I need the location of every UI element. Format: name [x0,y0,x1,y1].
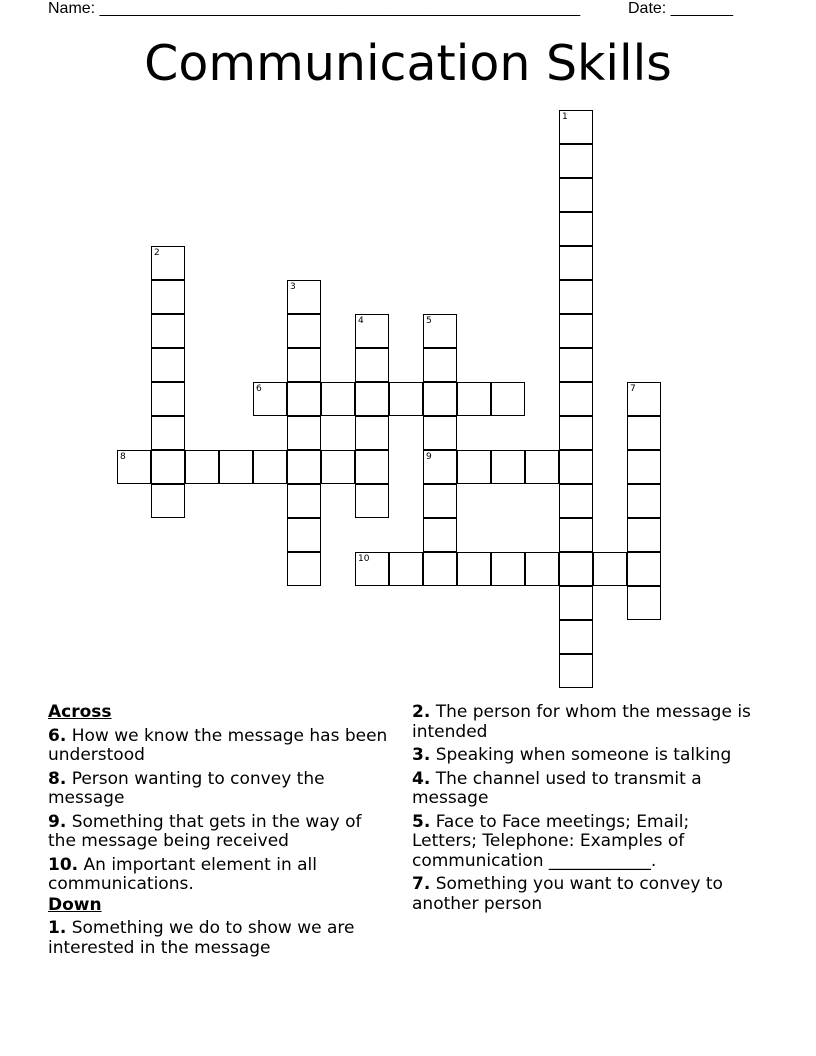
grid-cell [559,484,593,518]
grid-cell [253,450,287,484]
cell-number: 8 [120,452,126,462]
clue-down-3 [412,746,757,766]
clue-down-2 [412,703,757,742]
grid-cell [321,450,355,484]
grid-cell [627,382,661,416]
clue-number: 2. [412,702,431,722]
grid-cell [559,280,593,314]
grid-cell [559,620,593,654]
grid-cell [151,314,185,348]
grid-cell [287,348,321,382]
cell-number: 2 [154,248,160,258]
grid-cell [321,382,355,416]
grid-cell [525,450,559,484]
grid-cell [559,416,593,450]
grid-cell [219,450,253,484]
grid-cell [423,484,457,518]
grid-cell [423,518,457,552]
grid-cell [593,552,627,586]
grid-cell [287,280,321,314]
grid-cell [559,246,593,280]
grid-cell [287,518,321,552]
grid-cell [559,586,593,620]
grid-cell [559,144,593,178]
clue-down-5 [412,813,757,872]
clue-down-1 [48,919,393,958]
clue-text: Something that gets in the way of the message being received [48,811,362,851]
cell-number: 10 [358,554,370,564]
clue-text: How we know the message has been understood [48,725,388,765]
cell-number: 3 [290,282,296,292]
grid-cell [287,450,321,484]
clue-number: 8. [48,768,67,789]
date-field-label: Date: _______ [628,0,733,17]
grid-cell [491,382,525,416]
clue-number: 7. [412,874,431,894]
grid-cell [559,110,593,144]
page-title: Communication Skills [144,35,672,92]
grid-cell [491,450,525,484]
grid-cell [559,212,593,246]
clue-number: 10. [48,854,79,875]
grid-cell [457,552,491,586]
across-heading: Across [48,702,112,722]
clue-text: Person wanting to convey the message [48,768,325,808]
grid-cell [185,450,219,484]
grid-cell [559,348,593,382]
clue-across-6 [48,727,393,766]
grid-cell [559,178,593,212]
grid-cell [151,484,185,518]
grid-cell [151,382,185,416]
clue-text: Something you want to convey to another person [412,874,723,914]
clue-text: The channel used to transmit a message [412,768,702,808]
clue-down-4 [412,770,757,809]
grid-cell [423,382,457,416]
grid-cell [355,450,389,484]
grid-cell [151,450,185,484]
clue-number: 4. [412,768,431,789]
clue-down-7 [412,875,757,914]
clue-text: Something we do to show we are interested in the message [48,918,355,958]
grid-cell [355,416,389,450]
grid-cell [287,314,321,348]
clues-column-right [412,703,757,914]
clue-text: The person for whom the message is intended [412,702,751,742]
down-heading: Down [48,894,102,915]
cell-number: 4 [358,316,364,326]
grid-cell [287,484,321,518]
grid-cell [627,586,661,620]
clue-number: 6. [48,725,67,746]
grid-cell [423,416,457,450]
clue-number: 5. [412,811,431,832]
clue-number: 3. [412,745,431,765]
grid-cell [355,314,389,348]
grid-cell [151,348,185,382]
grid-cell [559,314,593,348]
grid-cell [287,416,321,450]
grid-cell [423,552,457,586]
grid-cell [423,450,457,484]
grid-cell [423,348,457,382]
grid-cell [151,416,185,450]
clue-across-9 [48,813,393,852]
clues-column-left [48,703,393,958]
cell-number: 6 [256,384,262,394]
clue-text: Face to Face meetings; Email; Letters; Telephone: Examples of communication ____________. [412,811,690,871]
grid-cell [457,382,491,416]
clue-text: An important element in all communications. [48,854,317,894]
grid-cell [559,552,593,586]
grid-cell [389,552,423,586]
grid-cell [559,654,593,688]
grid-cell [457,450,491,484]
grid-cell [355,484,389,518]
grid-cell [253,382,287,416]
grid-cell [627,484,661,518]
grid-cell [627,416,661,450]
cell-number: 1 [562,112,568,122]
clue-number: 9. [48,811,67,832]
grid-cell [559,450,593,484]
grid-cell [627,450,661,484]
grid-cell [389,382,423,416]
grid-cell [355,552,389,586]
grid-cell [287,552,321,586]
grid-cell [627,552,661,586]
grid-cell [559,518,593,552]
cell-number: 9 [426,452,432,462]
grid-cell [355,348,389,382]
grid-cell [151,280,185,314]
clue-across-10 [48,856,393,895]
grid-cell [423,314,457,348]
grid-cell [491,552,525,586]
cell-number: 7 [630,384,636,394]
grid-cell [287,382,321,416]
name-field-label: Name: ______________________________________________________ [48,0,581,17]
grid-cell [355,382,389,416]
clue-text: Speaking when someone is talking [430,745,732,765]
grid-cell [151,246,185,280]
grid-cell [117,450,151,484]
grid-cell [559,382,593,416]
cell-number: 5 [426,316,432,326]
clue-across-8 [48,770,393,809]
clue-number: 1. [48,918,67,938]
grid-cell [627,518,661,552]
grid-cell [525,552,559,586]
